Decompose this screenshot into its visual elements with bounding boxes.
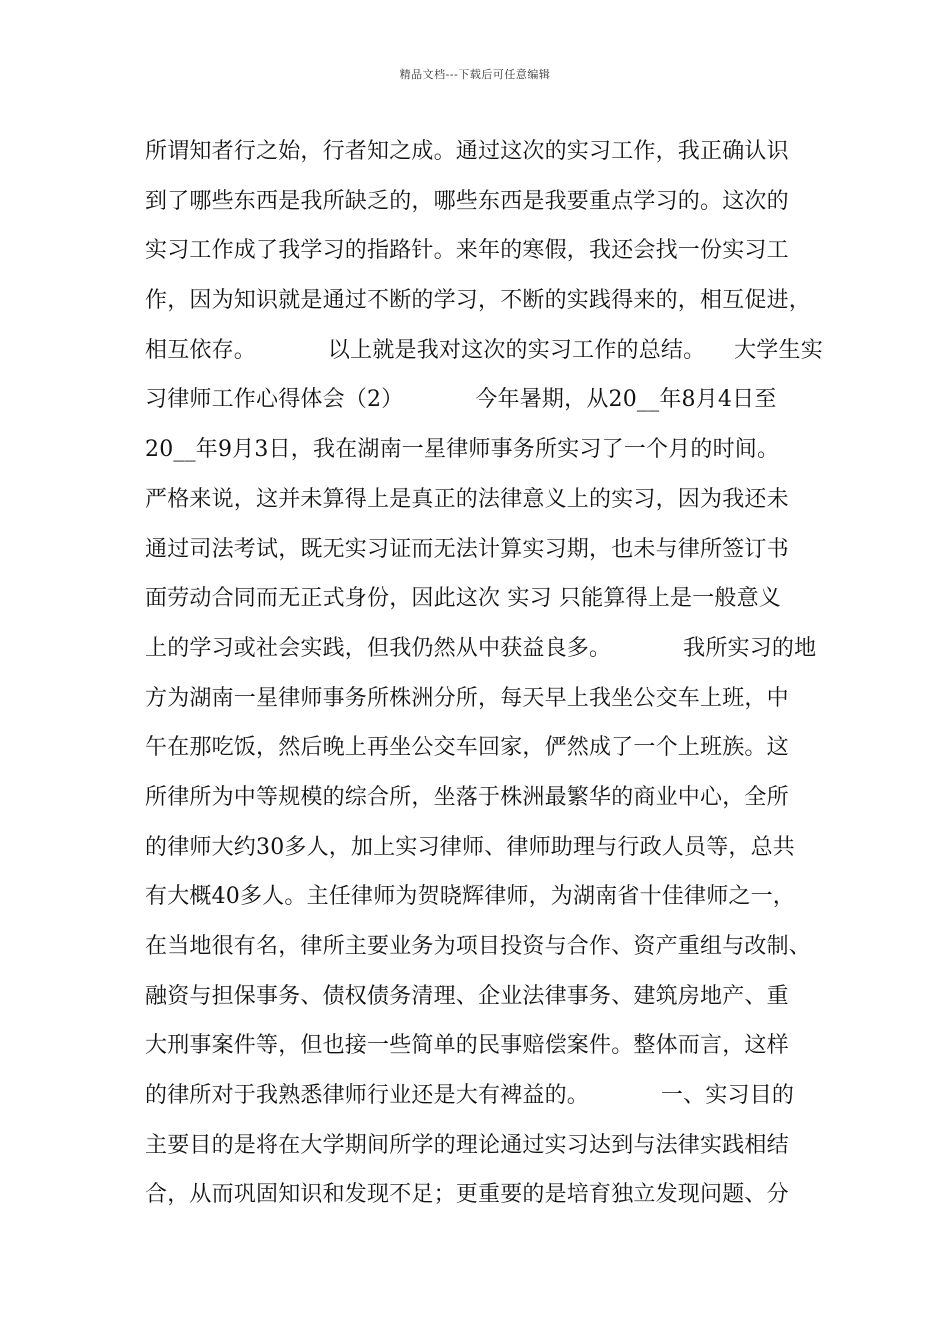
text-line: 主要目的是将在大学期间所学的理论通过实习达到与法律实践相结 [145, 1132, 789, 1158]
text-line: 的律师大约30多人，加上实习律师、律师助理与行政人员等，总共 [145, 834, 795, 860]
text-line: 的律所对于我熟悉律师行业还是大有裨益的。 一、实习目的 [145, 1083, 795, 1109]
text-line: 方为湖南一星律师事务所株洲分所，每天早上我坐公交车上班，中 [145, 685, 789, 711]
text-line: 习律师工作心得体会（2） 今年暑期，从20__年8月4日至 [145, 387, 777, 413]
text-line: 所谓知者行之始，行者知之成。通过这次的实习工作，我正确认识 [145, 139, 789, 164]
text-line: 大刑事案件等，但也接一些简单的民事赔偿案件。整体而言，这样 [145, 1033, 789, 1059]
text-line: 作，因为知识就是通过不断的学习，不断的实践得来的，相互促进， [145, 288, 812, 314]
text-line: 面劳动合同而无正式身份，因此这次 实习 只能算得上是一般意义 [145, 586, 781, 612]
text-line: 有大概40多人。主任律师为贺晓辉律师，为湖南省十佳律师之一， [145, 884, 795, 910]
page-header: 精品文档---下载后可任意编辑 [399, 68, 551, 81]
text-line: 20__年9月3日，我在湖南一星律师事务所实习了一个月的时间。 [145, 437, 780, 463]
text-line: 实习工作成了我学习的指路针。来年的寒假，我还会找一份实习工 [145, 238, 789, 264]
text-line: 融资与担保事务、债权债务清理、企业法律事务、建筑房地产、重 [145, 983, 789, 1009]
text-line: 相互依存。 以上就是我对这次的实习工作的总结。 大学生实 [145, 337, 823, 363]
text-line: 午在那吃饭，然后晚上再坐公交车回家，俨然成了一个上班族。这 [145, 735, 789, 761]
text-line: 所律所为中等规模的综合所，坐落于株洲最繁华的商业中心，全所 [145, 784, 789, 810]
text-line: 上的学习或社会实践，但我仍然从中获益良多。 我所实习的地 [145, 635, 817, 661]
text-line: 合，从而巩固知识和发现不足；更重要的是培育独立发现问题、分 [145, 1182, 789, 1208]
text-line: 到了哪些东西是我所缺乏的，哪些东西是我要重点学习的。这次的 [145, 188, 789, 214]
text-line: 通过司法考试，既无实习证而无法计算实习期，也未与律所签订书 [145, 536, 789, 562]
text-line: 在当地很有名，律所主要业务为项目投资与合作、资产重组与改制、 [145, 934, 812, 959]
document-body [145, 131, 845, 1224]
text-line: 严格来说，这并未算得上是真正的法律意义上的实习，因为我还未 [145, 486, 789, 512]
